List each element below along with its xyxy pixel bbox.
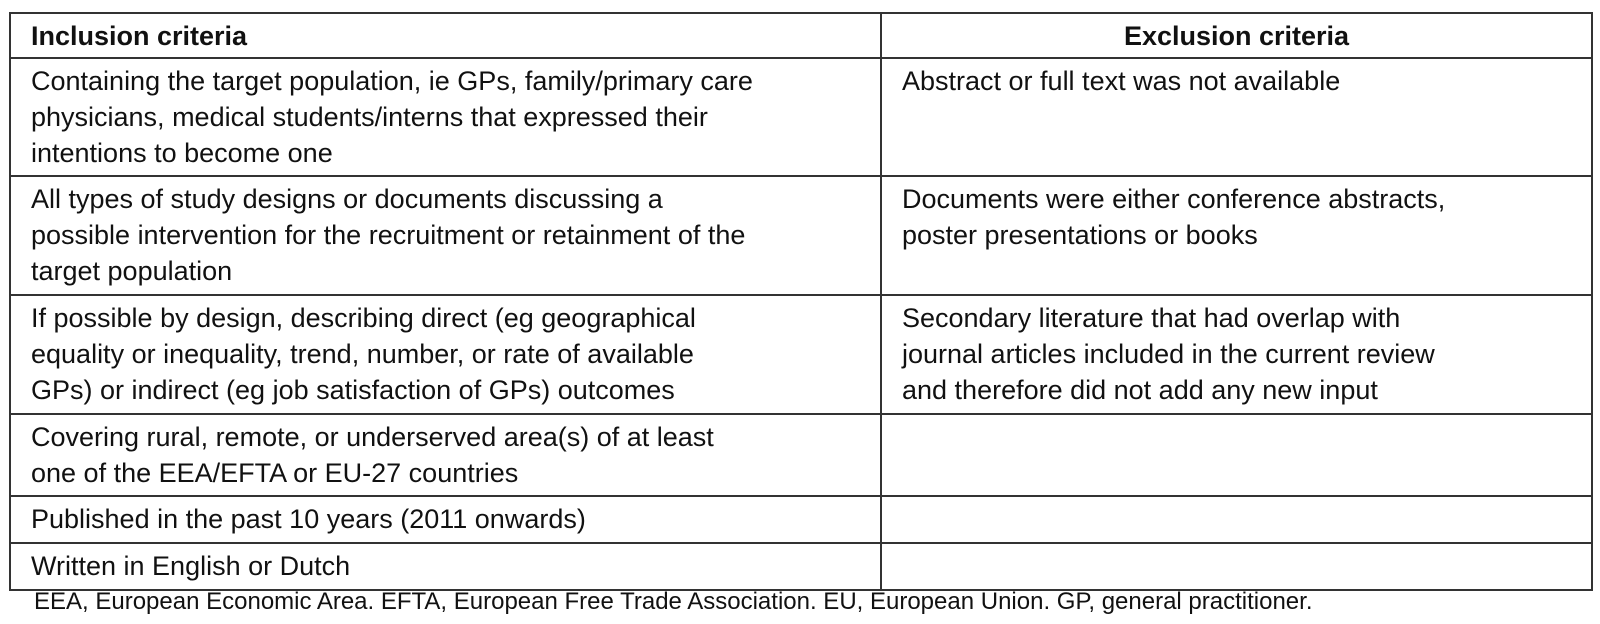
table-row: [10, 414, 1592, 496]
header-exclusion: Exclusion criteria: [881, 13, 1592, 58]
table-row: [10, 295, 1592, 414]
criteria-table: [9, 12, 1593, 591]
inclusion-text-line: All types of study designs or documents discussing a: [31, 184, 663, 214]
exclusion-text-line: journal articles included in the current review: [902, 339, 1435, 369]
inclusion-text-line: If possible by design, describing direct (eg geographical: [31, 303, 696, 333]
inclusion-text-line: Published in the past 10 years (2011 onwards): [31, 504, 586, 534]
inclusion-text-line: Written in English or Dutch: [31, 551, 351, 581]
exclusion-cell: [881, 295, 1592, 414]
exclusion-text-line: poster presentations or books: [902, 220, 1258, 250]
inclusion-text-line: intentions to become one: [31, 138, 333, 168]
exclusion-cell: [881, 414, 1592, 496]
inclusion-cell: [10, 58, 881, 176]
inclusion-text-line: equality or inequality, trend, number, or rate of available: [31, 339, 694, 369]
table-row: [10, 176, 1592, 295]
exclusion-text-line: Documents were either conference abstracts,: [902, 184, 1446, 214]
exclusion-text-line: Secondary literature that had overlap with: [902, 303, 1401, 333]
inclusion-cell: [10, 176, 881, 295]
inclusion-cell: [10, 496, 881, 543]
table-row: [10, 496, 1592, 543]
table-row: [10, 543, 1592, 590]
header-row: [10, 13, 1592, 58]
inclusion-text-line: GPs) or indirect (eg job satisfaction of GPs) outcomes: [31, 375, 675, 405]
inclusion-text-line: one of the EEA/EFTA or EU-27 countries: [31, 458, 519, 488]
header-inclusion: Inclusion criteria: [10, 13, 881, 58]
inclusion-text-line: Covering rural, remote, or underserved area(s) of at least: [31, 422, 714, 452]
exclusion-text-line: Abstract or full text was not available: [902, 66, 1341, 96]
inclusion-text-line: target population: [31, 256, 233, 286]
inclusion-text-line: physicians, medical students/interns that expressed their: [31, 102, 708, 132]
exclusion-cell: [881, 496, 1592, 543]
exclusion-cell: [881, 176, 1592, 295]
inclusion-text-line: possible intervention for the recruitment or retainment of the: [31, 220, 746, 250]
inclusion-text-line: Containing the target population, ie GPs, family/primary care: [31, 66, 753, 96]
inclusion-cell: [10, 414, 881, 496]
inclusion-cell: [10, 295, 881, 414]
table-row: [10, 58, 1592, 176]
exclusion-cell: [881, 543, 1592, 590]
exclusion-cell: [881, 58, 1592, 176]
table-footnote: EEA, European Economic Area. EFTA, European Free Trade Association. EU, European Union. GP, general practitioner.: [34, 588, 1313, 615]
exclusion-text-line: and therefore did not add any new input: [902, 375, 1378, 405]
inclusion-cell: [10, 543, 881, 590]
